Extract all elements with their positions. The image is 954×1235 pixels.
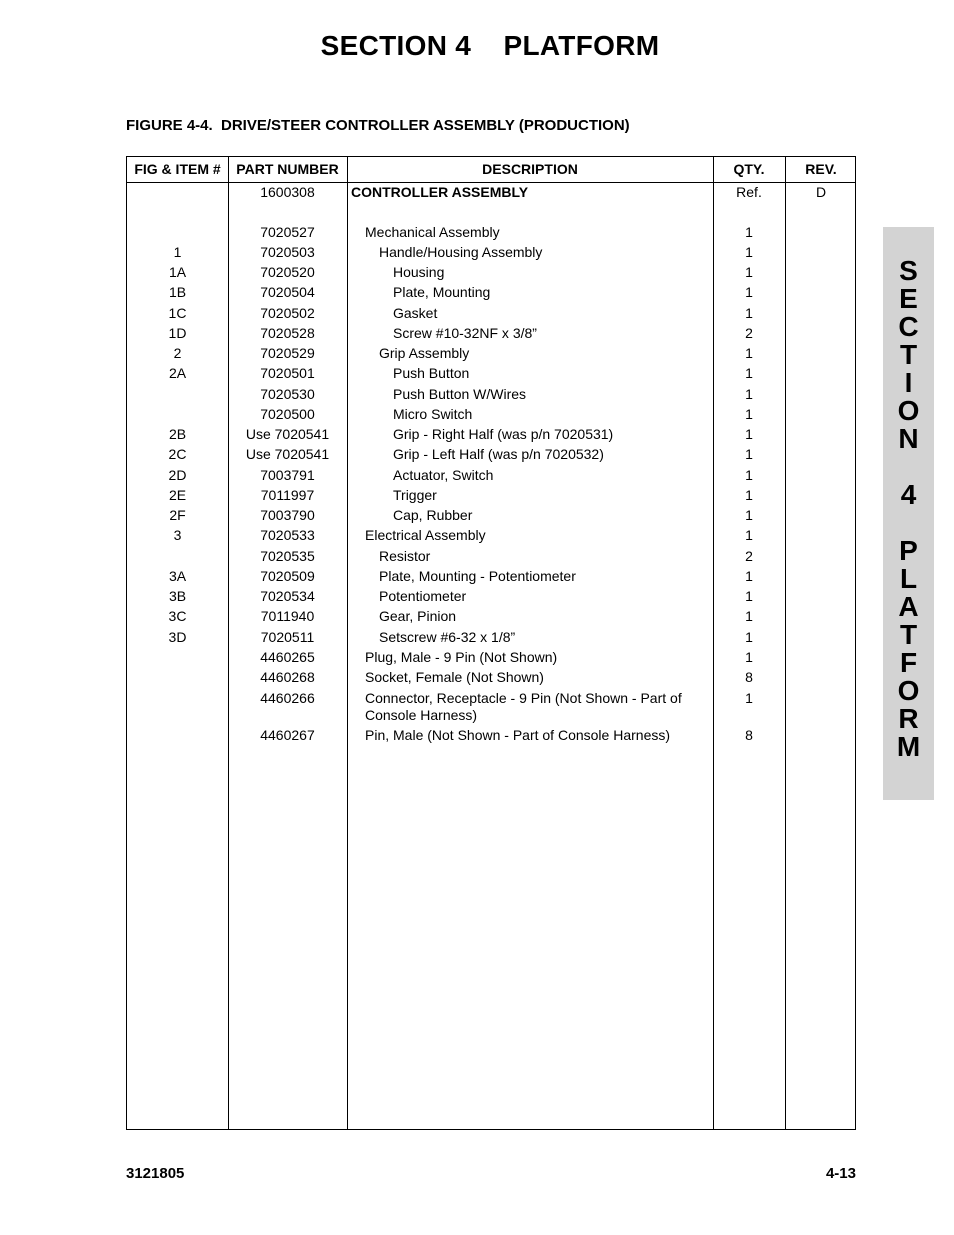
part-number-cell: 7020501 [260,365,315,381]
part-number-cell: 7020503 [260,244,315,260]
qty-cell: 1 [745,386,753,402]
description-cell: Plate, Mounting [393,284,491,300]
description-cell: Plug, Male - 9 Pin (Not Shown) [365,649,558,665]
side-tab-letter: L [899,563,918,594]
fig-item-cell: 1 [173,244,182,260]
description-cell: Gasket [393,305,438,321]
part-number-cell: 7020500 [260,406,315,422]
side-tab-letter: M [896,731,921,762]
description-cell: Grip - Right Half (was p/n 7020531) [393,426,614,442]
part-number-cell: 7020504 [260,284,315,300]
column-divider [785,157,786,1129]
page-title: SECTION 4 PLATFORM [320,30,660,61]
figure-title: FIGURE 4-4. DRIVE/STEER CONTROLLER ASSEMBLY (PRODUCTION) [126,117,630,134]
qty-cell: 1 [745,467,753,483]
part-number-cell: 7020520 [260,264,315,280]
side-tab-letter: T [899,619,918,650]
part-number-cell: 1600308 [260,184,315,200]
description-cell: Electrical Assembly [365,527,486,543]
side-tab-letter: O [897,675,920,706]
header-rev: REV. [805,161,837,177]
side-tab-letter: E [899,283,918,314]
qty-cell: 1 [745,224,753,240]
fig-item-cell: 3D [168,629,187,645]
qty-cell: 8 [745,727,753,743]
fig-item-cell: 2F [169,507,186,523]
part-number-cell: 4460266 [260,690,315,706]
qty-cell: 1 [745,690,753,706]
qty-cell: 1 [745,345,753,361]
description-cell: Mechanical Assembly [365,224,500,240]
description-cell: Gear, Pinion [379,608,457,624]
side-tab-letter: O [897,395,920,426]
side-tab-letter: I [904,367,913,398]
description-cell: Actuator, Switch [393,467,494,483]
qty-cell: 1 [745,629,753,645]
description-cell: Screw #10-32NF x 3/8” [393,325,537,341]
qty-cell: 1 [745,446,753,462]
description-cell: Socket, Female (Not Shown) [365,669,544,685]
qty-cell: 1 [745,264,753,280]
header-divider [127,182,855,183]
fig-item-cell: 1A [168,264,187,280]
part-number-cell: 7020529 [260,345,315,361]
description-cell: Resistor [379,548,431,564]
part-number-cell: 7020528 [260,325,315,341]
section-side-tab [883,227,934,800]
qty-cell: 1 [745,406,753,422]
part-number-cell: 7011997 [260,487,315,503]
description-cell: Pin, Male (Not Shown - Part of Console Harness) [365,727,671,743]
description-cell: Plate, Mounting - Potentiometer [379,568,576,584]
fig-item-cell: 2 [173,345,182,361]
part-number-cell: 7020535 [260,548,315,564]
fig-item-cell: 2D [168,467,187,483]
side-tab-letter: N [898,423,919,454]
parts-table [126,156,856,1130]
qty-cell: 1 [745,305,753,321]
part-number-cell: 7003791 [260,467,315,483]
rev-cell: D [815,184,827,200]
fig-item-cell: 2B [168,426,187,442]
qty-cell: 1 [745,244,753,260]
part-number-cell: 4460267 [260,727,315,743]
part-number-cell: 7020533 [260,527,315,543]
description-cell: Micro Switch [393,406,473,422]
description-cell: Push Button W/Wires [393,386,527,402]
qty-cell: 1 [745,507,753,523]
side-tab-letter [883,509,934,537]
part-number-cell: 7020509 [260,568,315,584]
qty-cell: 2 [745,548,753,564]
qty-cell: 8 [745,669,753,685]
qty-cell: 1 [745,365,753,381]
fig-item-cell: 3A [168,568,187,584]
qty-cell: 1 [745,527,753,543]
qty-cell: 1 [745,608,753,624]
fig-item-cell: 2E [168,487,187,503]
column-divider [347,157,348,1129]
description-cell: Setscrew #6-32 x 1/8” [379,629,516,645]
part-number-cell: Use 7020541 [245,446,330,462]
fig-item-cell: 3B [168,588,187,604]
fig-item-cell: 1C [168,305,187,321]
side-tab-letter: 4 [900,479,917,510]
document-number: 3121805 [126,1165,185,1182]
part-number-cell: 7003790 [260,507,315,523]
fig-item-cell: 1B [168,284,187,300]
header-fig-item: FIG & ITEM # [134,161,221,177]
side-tab-text [883,257,934,761]
fig-item-cell: 2A [168,365,187,381]
side-tab-letter: T [899,339,918,370]
qty-cell: 1 [745,568,753,584]
side-tab-letter: P [899,535,918,566]
part-number-cell: 4460268 [260,669,315,685]
header-description: DESCRIPTION [482,161,578,177]
side-tab-letter: C [898,311,919,342]
description-cell: Handle/Housing Assembly [379,244,543,260]
side-tab-letter: F [899,647,918,678]
description-cell: Trigger [393,487,437,503]
fig-item-cell: 3C [168,608,187,624]
side-tab-letter: A [898,591,919,622]
header-part-number: PART NUMBER [236,161,339,177]
header-qty: QTY. [733,161,765,177]
page-number: 4-13 [825,1165,856,1182]
description-cell: Potentiometer [379,588,467,604]
description-cell: Grip - Left Half (was p/n 7020532) [393,446,604,462]
qty-cell: 1 [745,649,753,665]
part-number-cell: 7020530 [260,386,315,402]
part-number-cell: 7011940 [260,608,315,624]
qty-cell: 1 [745,284,753,300]
part-number-cell: 7020511 [260,629,315,645]
description-cell: Push Button [393,365,470,381]
qty-cell: 1 [745,588,753,604]
part-number-cell: 4460265 [260,649,315,665]
part-number-cell: Use 7020541 [245,426,330,442]
qty-cell: 2 [745,325,753,341]
qty-cell: 1 [745,487,753,503]
part-number-cell: 7020502 [260,305,315,321]
side-tab-letter: R [898,703,919,734]
part-number-cell: 7020534 [260,588,315,604]
description-cell: Grip Assembly [379,345,470,361]
side-tab-letter [883,453,934,481]
description-cell: CONTROLLER ASSEMBLY [351,184,529,200]
qty-cell: Ref. [736,184,762,200]
description-cell: Cap, Rubber [393,507,473,523]
fig-item-cell: 2C [168,446,187,462]
fig-item-cell: 1D [168,325,187,341]
qty-cell: 1 [745,426,753,442]
part-number-cell: 7020527 [260,224,315,240]
side-tab-letter: S [899,255,918,286]
description-cell: Housing [393,264,445,280]
description-cell: Connector, Receptacle - 9 Pin (Not Shown - Part of Console Harness) [365,690,682,723]
fig-item-cell: 3 [173,527,182,543]
